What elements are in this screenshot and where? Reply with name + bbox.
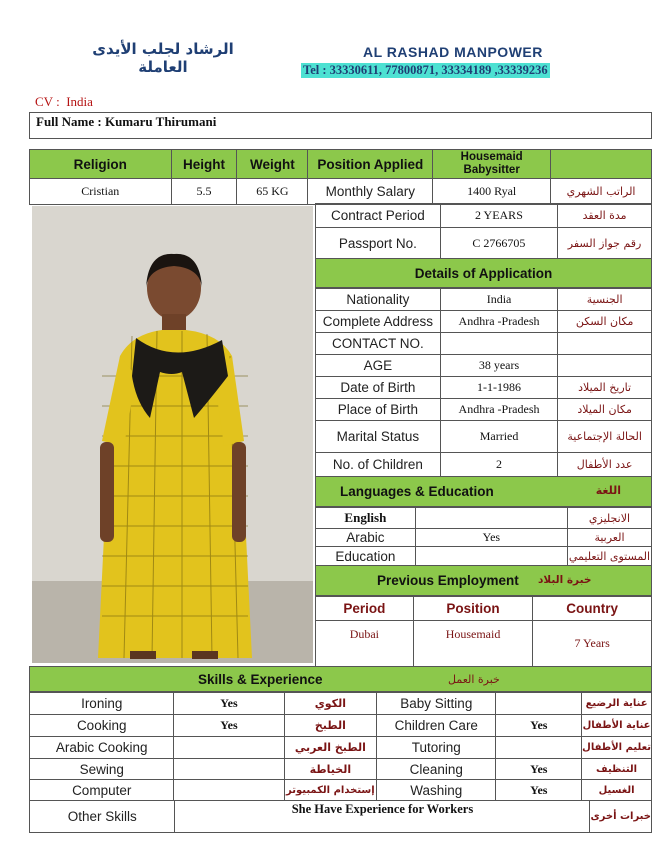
candidate-photo — [32, 206, 313, 663]
religion-value: Cristian — [30, 179, 172, 205]
height-header: Height — [171, 150, 237, 179]
skill-tutoring-value — [496, 737, 582, 759]
contact-value — [440, 333, 557, 355]
cv-country: India — [66, 94, 93, 109]
skill-babysitting-value — [496, 693, 582, 715]
skill-childcare-value: Yes — [496, 715, 582, 737]
cv-label: CV : — [35, 94, 60, 109]
languages-title: Languages & Education — [340, 484, 494, 499]
contact-arabic — [558, 333, 652, 355]
nationality-label: Nationality — [316, 289, 441, 311]
skill-cooking-arabic: الطبخ — [284, 715, 377, 737]
cv-line — [35, 94, 93, 110]
address-arabic: مكان السكن — [558, 311, 652, 333]
passport-value: C 2766705 — [440, 228, 557, 259]
skill-arabic-cooking-arabic: الطبخ العربي — [284, 737, 377, 759]
full-name-box — [29, 112, 652, 139]
marital-label: Marital Status — [316, 421, 441, 453]
employment-table — [315, 596, 652, 667]
english-arabic: الانجليزي — [567, 508, 651, 529]
contract-table — [315, 203, 652, 259]
skill-ironing-arabic: الكوي — [284, 693, 377, 715]
education-arabic: المستوى التعليمي — [567, 547, 651, 566]
contact-label: CONTACT NO. — [316, 333, 441, 355]
skill-cooking-value: Yes — [174, 715, 284, 737]
marital-arabic: الحالة الإجتماعية — [558, 421, 652, 453]
skill-computer-label: Computer — [30, 780, 174, 801]
marital-value: Married — [440, 421, 557, 453]
age-arabic — [558, 355, 652, 377]
languages-title-arabic: اللغة — [595, 484, 621, 497]
address-value: Andhra -Pradesh — [440, 311, 557, 333]
skills-title-arabic: خبرة العمل — [448, 673, 500, 686]
other-skills-arabic: خبرات أخرى — [590, 801, 652, 833]
position-header: Position — [413, 597, 533, 621]
position-applied-header: Position Applied — [308, 150, 433, 179]
arabic-label: Arabic — [316, 529, 416, 547]
company-arabic-name: الرشاد لجلب الأيدى العاملة — [92, 40, 234, 76]
dob-value: 1-1-1986 — [440, 377, 557, 399]
position-applied-arabic — [551, 150, 652, 179]
skill-computer-arabic: إستخدام الكمبيوتر — [284, 780, 377, 801]
monthly-salary-arabic: الراتب الشهري — [551, 179, 652, 205]
skill-computer-value — [174, 780, 284, 801]
full-name: Full Name : Kumaru Thirumani — [36, 114, 217, 129]
arabic-value: Yes — [415, 529, 567, 547]
height-value: 5.5 — [171, 179, 237, 205]
nationality-value: India — [440, 289, 557, 311]
english-value — [415, 508, 567, 529]
skills-title: Skills & Experience — [198, 672, 323, 687]
skill-cleaning-label: Cleaning — [377, 759, 496, 780]
other-skills-label: Other Skills — [30, 801, 175, 833]
monthly-salary-value: 1400 Ryal — [433, 179, 551, 205]
languages-title-bar — [315, 476, 652, 507]
skill-cleaning-arabic: التنظيف — [582, 759, 652, 780]
arabic-arabic: العربية — [567, 529, 651, 547]
employment-title-bar — [315, 565, 652, 596]
skill-washing-label: Washing — [377, 780, 496, 801]
details-table — [315, 288, 652, 477]
english-label: English — [316, 508, 416, 529]
skill-cleaning-value: Yes — [496, 759, 582, 780]
nationality-arabic: الجنسية — [558, 289, 652, 311]
skill-ironing-label: Ironing — [30, 693, 174, 715]
skills-title-bar — [29, 666, 652, 692]
skill-babysitting-label: Baby Sitting — [377, 693, 496, 715]
pob-value: Andhra -Pradesh — [440, 399, 557, 421]
skill-childcare-arabic: عناية الأطفال — [582, 715, 652, 737]
religion-header: Religion — [30, 150, 172, 179]
age-label: AGE — [316, 355, 441, 377]
country-value: 7 Years — [533, 621, 652, 667]
age-value: 38 years — [440, 355, 557, 377]
skill-tutoring-label: Tutoring — [377, 737, 496, 759]
position-applied-value — [433, 150, 551, 179]
skill-sewing-label: Sewing — [30, 759, 174, 780]
languages-table — [315, 507, 652, 566]
contract-period-arabic: مدة العقد — [558, 204, 652, 228]
dob-arabic: تاريخ الميلاد — [558, 377, 652, 399]
position-value: Housemaid — [413, 621, 533, 667]
skill-arabic-cooking-label: Arabic Cooking — [30, 737, 174, 759]
pob-arabic: مكان الميلاد — [558, 399, 652, 421]
skill-tutoring-arabic: تعليم الأطفال — [582, 737, 652, 759]
address-label: Complete Address — [316, 311, 441, 333]
skill-ironing-value: Yes — [174, 693, 284, 715]
weight-header: Weight — [237, 150, 308, 179]
country-header: Country — [533, 597, 652, 621]
pob-label: Place of Birth — [316, 399, 441, 421]
period-value: Dubai — [316, 621, 414, 667]
contract-period-label: Contract Period — [316, 204, 441, 228]
children-label: No. of Children — [316, 453, 441, 477]
passport-label: Passport No. — [316, 228, 441, 259]
contract-period-value: 2 YEARS — [440, 204, 557, 228]
weight-value: 65 KG — [237, 179, 308, 205]
candidate-photo-drawing — [32, 206, 313, 663]
skills-table — [29, 692, 652, 801]
skill-arabic-cooking-value — [174, 737, 284, 759]
monthly-salary-label: Monthly Salary — [308, 179, 433, 205]
employment-title-arabic: خبرة البلاد — [538, 574, 592, 586]
dob-label: Date of Birth — [316, 377, 441, 399]
details-title: Details of Application — [315, 258, 652, 288]
passport-arabic: رقم جواز السفر — [558, 228, 652, 259]
other-skills-value: She Have Experience for Workers — [175, 801, 590, 833]
children-arabic: عدد الأطفال — [558, 453, 652, 477]
skill-sewing-arabic: الخياطة — [284, 759, 377, 780]
other-skills-table — [29, 800, 652, 833]
skill-washing-arabic: الغسيل — [582, 780, 652, 801]
skill-babysitting-arabic: عناية الرضيع — [582, 693, 652, 715]
skill-childcare-label: Children Care — [377, 715, 496, 737]
period-header: Period — [316, 597, 414, 621]
skill-cooking-label: Cooking — [30, 715, 174, 737]
children-value: 2 — [440, 453, 557, 477]
skill-sewing-value — [174, 759, 284, 780]
company-phones: Tel : 33330611, 77800871, 33334189 ,33339236 — [303, 63, 548, 77]
employment-title: Previous Employment — [377, 573, 519, 588]
position-applied-text: Housemaid Babysitter — [460, 151, 523, 176]
skill-washing-value: Yes — [496, 780, 582, 801]
education-value — [415, 547, 567, 566]
education-label: Education — [316, 547, 416, 566]
company-english-name: AL RASHAD MANPOWER — [363, 44, 543, 60]
top-row-table — [29, 149, 652, 205]
